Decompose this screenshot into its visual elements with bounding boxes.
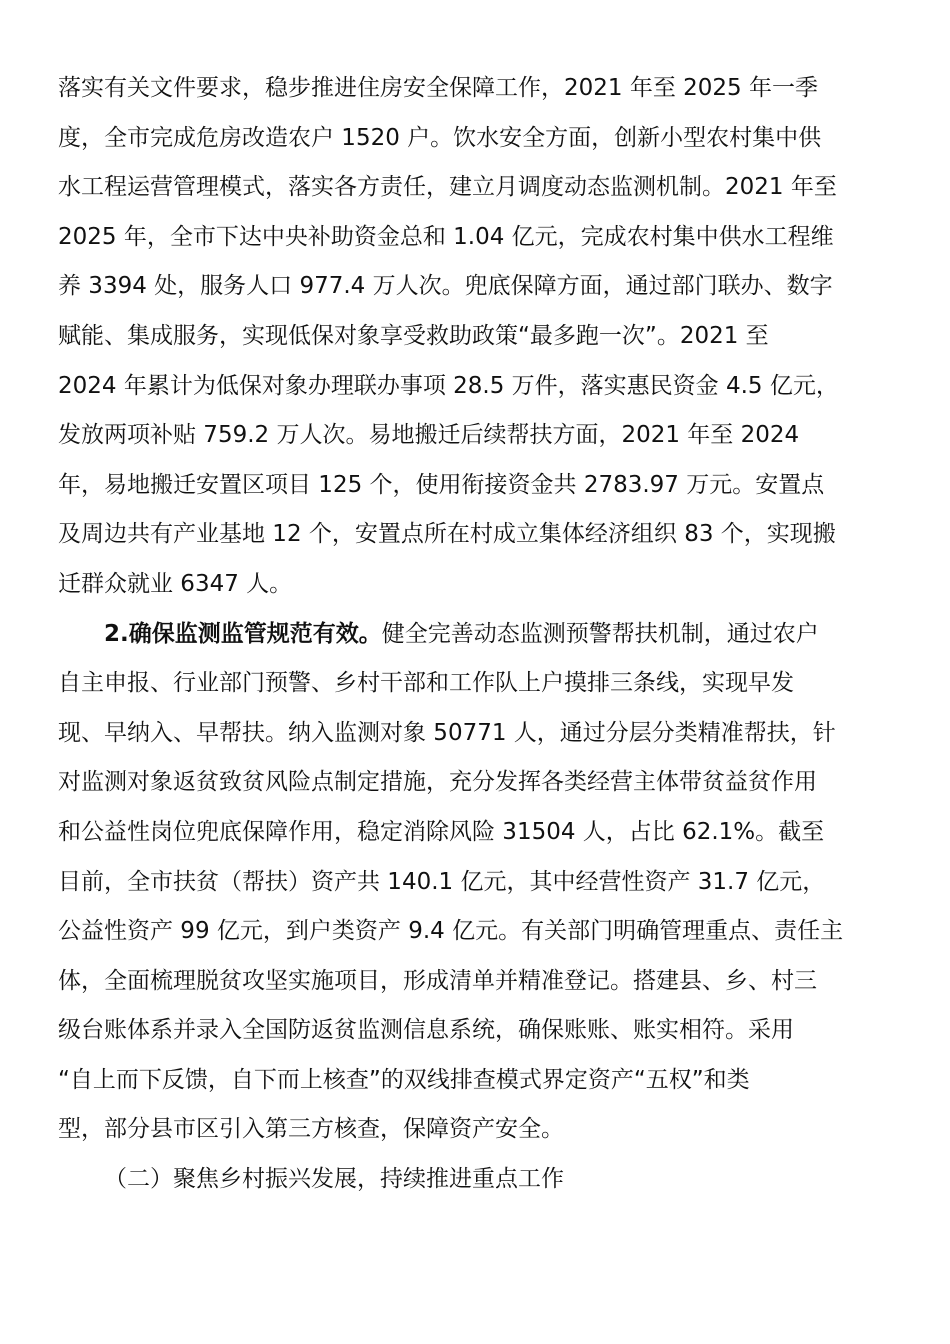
text-line: 型，部分县市区引入第三方核查，保障资产安全。 bbox=[58, 1116, 564, 1143]
text-line: 2024 年累计为低保对象办理联办事项 28.5 万件，落实惠民资金 4.5 亿元， bbox=[58, 372, 839, 399]
text-line: 体，全面梳理脱贫攻坚实施项目，形成清单并精准登记。搭建县、乡、村三 bbox=[58, 967, 817, 994]
paragraph-lead-text: 健全完善动态监测预警帮扶机制，通过农户 bbox=[381, 620, 819, 647]
text-line: 公益性资产 99 亿元，到户类资产 9.4 亿元。有关部门明确管理重点、责任主 bbox=[58, 918, 844, 945]
text-line: “自上而下反馈，自下而上核查”的双线排查模式界定资产“五权”和类 bbox=[58, 1066, 750, 1093]
text-line: 落实有关文件要求，稳步推进住房安全保障工作，2021 年至 2025 年一季 bbox=[58, 75, 818, 101]
text-line: 对监测对象返贫致贫风险点制定措施，充分发挥各类经营主体带贫益贫作用 bbox=[58, 769, 817, 796]
paragraph-monitoring-supervision bbox=[58, 610, 896, 1156]
text-line: 和公益性岗位兜底保障作用，稳定消除风险 31504 人，占比 62.1%。截至 bbox=[58, 818, 825, 845]
section-heading bbox=[58, 1155, 896, 1205]
text-line: 现、早纳入、早帮扶。纳入监测对象 50771 人，通过分层分类精准帮扶，针 bbox=[58, 719, 836, 746]
text-line: 度，全市完成危房改造农户 1520 户。饮水安全方面，创新小型农村集中供 bbox=[58, 124, 822, 151]
text-line: 自主申报、行业部门预警、乡村干部和工作队上户摸排三条线，实现早发 bbox=[58, 670, 794, 697]
paragraph-heading: 2.确保监测监管规范有效。 bbox=[104, 620, 382, 647]
text-line: 目前，全市扶贫（帮扶）资产共 140.1 亿元，其中经营性资产 31.7 亿元， bbox=[58, 868, 826, 895]
text-line: 2025 年，全市下达中央补助资金总和 1.04 亿元，完成农村集中供水工程维 bbox=[58, 223, 834, 250]
paragraph-housing-water-welfare bbox=[58, 64, 896, 610]
text-line-first bbox=[58, 610, 896, 660]
section-heading-text: （二）聚焦乡村振兴发展，持续推进重点工作 bbox=[104, 1166, 564, 1193]
text-line: 及周边共有产业基地 12 个，安置点所在村成立集体经济组织 83 个，实现搬 bbox=[58, 521, 836, 548]
text-line: 养 3394 处，服务人口 977.4 万人次。兜底保障方面，通过部门联办、数字 bbox=[58, 273, 833, 300]
text-line: 水工程运营管理模式，落实各方责任，建立月调度动态监测机制。2021 年至 bbox=[58, 174, 837, 201]
text-line: 级台账体系并录入全国防返贫监测信息系统，确保账账、账实相符。采用 bbox=[58, 1017, 794, 1044]
text-line: 发放两项补贴 759.2 万人次。易地搬迁后续帮扶方面，2021 年至 2024 bbox=[58, 422, 800, 449]
text-line: 赋能、集成服务，实现低保对象享受救助政策“最多跑一次”。2021 至 bbox=[58, 322, 769, 349]
document-page bbox=[58, 64, 896, 1205]
text-line: 年，易地搬迁安置区项目 125 个，使用衔接资金共 2783.97 万元。安置点 bbox=[58, 471, 825, 498]
text-line: 迁群众就业 6347 人。 bbox=[58, 570, 293, 597]
